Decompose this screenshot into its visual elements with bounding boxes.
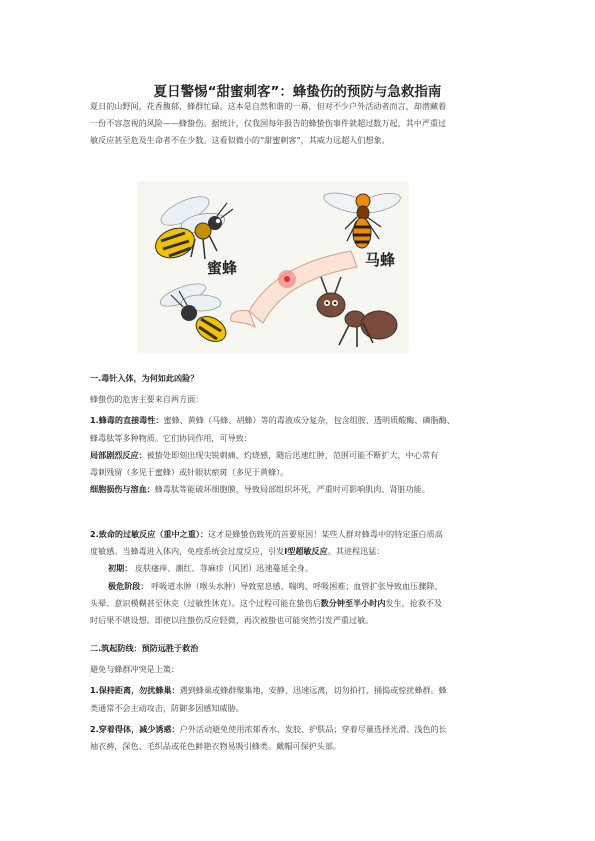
section-2 (90, 526, 505, 629)
ant-illustration (317, 277, 397, 347)
point-text: 这才是蜂蛰伤致死的首要原因！某些人群对蜂毒中的特定蛋白质高 (207, 529, 443, 539)
point-label: 2.穿着得体，减少诱惑： (90, 723, 180, 734)
text-span: 头晕、意识模糊甚至休克（过敏性休克）。这个过程可能在蛰伤后 (90, 597, 321, 608)
crisis-stage-cont: 时后果不堪设想。即使以往蛰伤反应轻微，再次被蛰也可能突然引发严重过敏。 (90, 615, 374, 626)
point-text: 户外活动避免使用浓郁香水、发胶、护肤品；穿着尽量选择光滑、浅色的长 (179, 723, 447, 734)
point-label: 1.保持距离，勿扰蜂巢： (90, 685, 180, 696)
prevention-clothing (90, 721, 505, 738)
point-text: 呼吸道水肿（喉头水肿）导致窒息感、喘鸣、呼吸困难；血管扩张导致血压骤降、 (151, 580, 443, 591)
bee-illustration-2 (158, 279, 231, 346)
point-text: 蜜蜂、黄蜂（马蜂、胡蜂）等的毒液成分复杂，包含组胺、透明质酸酶、磷脂酶、 (163, 415, 455, 426)
intro-line: 一份不容忽视的风险——蜂蛰伤。据统计，仅我国每年报告的蜂蛰伤事件就超过数万起，其中严重过 (90, 118, 447, 129)
section-3-heading: 二.筑起防线：预防远胜于救治 (90, 643, 199, 653)
section-3 (90, 640, 505, 755)
point-text: 蜂毒肽等能破坏细胞膜，导致局部组织坏死，严重时可影响肌肉、肾脏功能。 (154, 484, 430, 495)
illustration-bees-wasps (137, 181, 409, 353)
text-span: 度敏感。当蜂毒进入体内，免疫系统会过度反应，引发 (90, 546, 285, 557)
point-label: 初期： (108, 563, 133, 574)
point-text: 皮肤瘙痒、潮红、荨麻疹（风团）迅速蔓延全身。 (134, 563, 313, 574)
early-stage (90, 560, 505, 577)
point-label: 1.蜂毒的直接毒性： (90, 415, 164, 426)
honeybee-illustration (151, 191, 233, 263)
point-text: 被蛰处即刻出现尖锐刺痛、灼烧感，随后迅速红肿，范围可能不断扩大，中心常有 (146, 449, 439, 460)
text-span: 。其进程迅猛： (327, 546, 385, 557)
section-3-lead: 避免与蜂群冲突是上策： (90, 664, 180, 675)
point-label: 2.致命的过敏反应（重中之重）： (90, 529, 208, 539)
prevention-distance-cont: 类通常不会主动攻击，防御多因感知威胁。 (90, 702, 244, 713)
bold-span: 数分钟至半小时内 (320, 597, 386, 608)
prevention-distance (90, 682, 505, 699)
allergy-intro (90, 526, 505, 543)
point-cell-damage (90, 481, 505, 498)
text-span: 发生，抢救不及 (385, 597, 443, 608)
point-label: 局部剧烈反应： (90, 449, 147, 460)
label-wasp: 马蜂 (365, 251, 396, 269)
crisis-stage-cont (90, 595, 505, 612)
prevention-clothing-cont: 袖衣裤，深色、毛织品或花色鲜艳衣物易吸引蜂类。戴帽可保护头部。 (90, 741, 341, 752)
section-1 (90, 370, 505, 498)
intro-line: 夏日的山野间，花香馥郁，蜂群忙碌。这本是自然和谐的一幕，但对不少户外活动者而言，却潜藏着 (90, 101, 447, 111)
section-1-heading: 一.毒针入体，为何如此凶险？ (90, 373, 199, 383)
point-text: 遇到蜂巢或蜂群聚集地，安静、迅速远离，切勿拍打、捅捣或惊扰蜂群。蜂 (179, 685, 447, 696)
point-direct-toxicity (90, 412, 505, 429)
bold-span: I型超敏反应 (284, 546, 328, 557)
section-1-lead: 蜂蛰伤的危害主要来自两方面： (90, 394, 204, 405)
allergy-intro-cont (90, 543, 505, 560)
page-title: 夏日警惕“甜蜜刺客”：蜂蛰伤的预防与急救指南 (153, 84, 442, 100)
point-text-cont: 蜂毒肽等多种物质。它们协同作用，可导致： (90, 432, 252, 443)
intro-line: 敏反应甚至危及生命者不在少数。这看似微小的“甜蜜刺客”，其威力远超人们想象。 (90, 135, 390, 146)
label-bee: 蜜蜂 (207, 259, 238, 277)
point-label: 极危阶段： (108, 580, 149, 591)
point-text-cont: 毒刺残留（多见于蜜蜂）或针眼状瘀斑（多见于黄蜂）。 (90, 467, 289, 478)
point-label: 细胞损伤与溶血： (90, 484, 155, 495)
wasp-illustration (322, 189, 403, 248)
point-local-reaction (90, 447, 505, 464)
intro-paragraph (90, 98, 505, 150)
crisis-stage (90, 578, 505, 595)
